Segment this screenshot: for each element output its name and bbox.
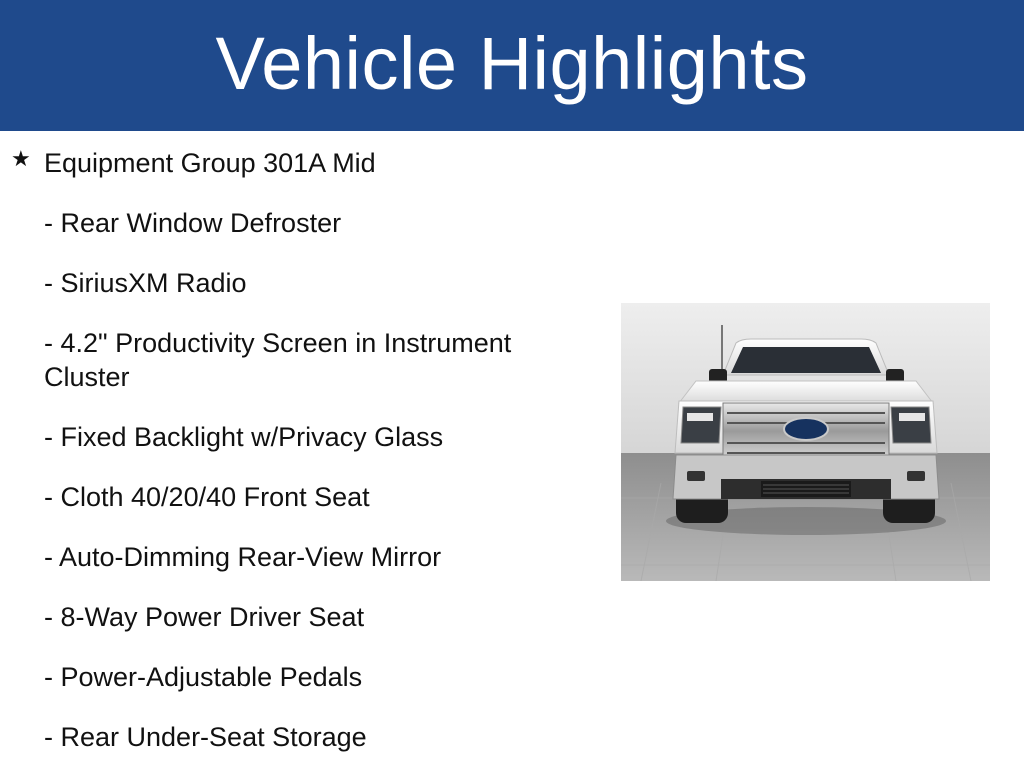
list-item: - Cloth 40/20/40 Front Seat: [44, 482, 370, 512]
list-item: - SiriusXM Radio: [44, 268, 247, 298]
list-item: - Fixed Backlight w/Privacy Glass: [44, 422, 444, 452]
page-title: Vehicle Highlights: [215, 21, 809, 105]
list-item: - 4.2" Productivity Screen in Instrument Cluster: [44, 328, 512, 392]
header-banner: [0, 0, 1024, 131]
star-icon: ★: [11, 146, 31, 171]
list-item: Equipment Group 301A Mid: [44, 148, 376, 178]
list-item: - 8-Way Power Driver Seat: [44, 602, 365, 632]
list-item: - Power-Adjustable Pedals: [44, 662, 363, 692]
list-item: - Rear Under-Seat Storage: [44, 722, 367, 752]
vehicle-photo: [621, 303, 990, 581]
list-item: - Auto-Dimming Rear-View Mirror: [44, 542, 442, 572]
list-item: - Rear Window Defroster: [44, 208, 342, 238]
